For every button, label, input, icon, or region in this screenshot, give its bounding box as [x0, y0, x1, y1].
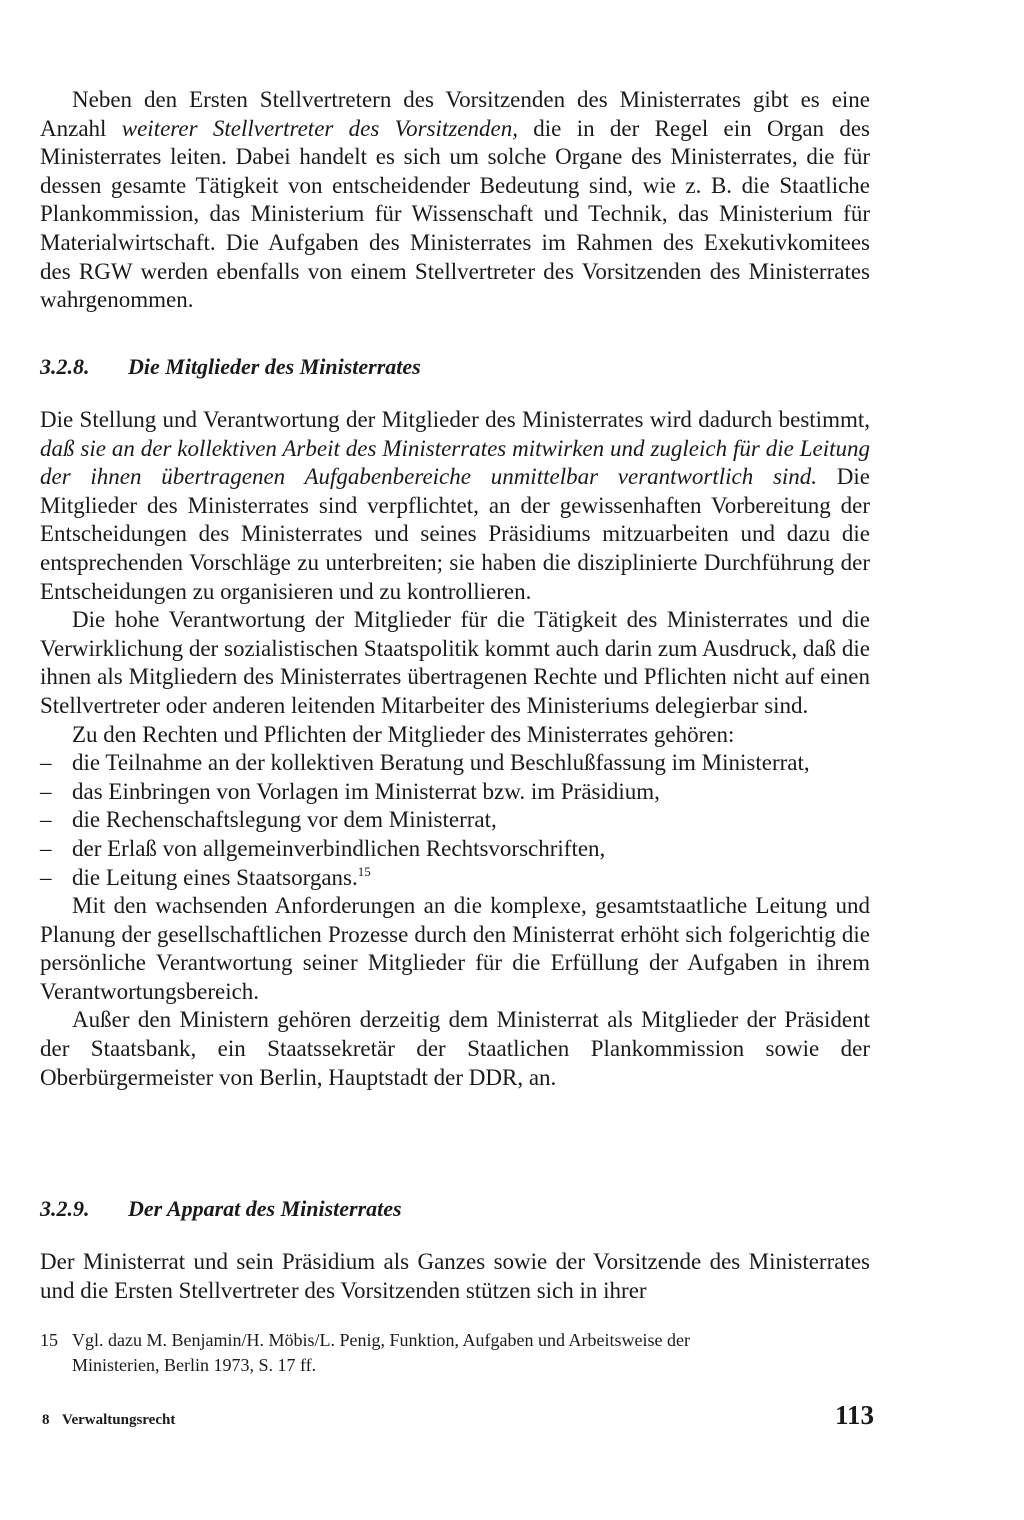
- rights-duties-list: [40, 749, 870, 892]
- list-item-text: die Teilnahme an der kollektiven Beratung und Beschlußfassung im Ministerrat,: [72, 750, 810, 776]
- s328-p1-text-b: Die Mitglieder des Ministerrates sind verpflichtet, an der gewissenhaften Vorbereitung der Entscheidungen des Ministerrates und seines Präsidiums mitzuarbeiten und dazu die entsprechenden Vorschläge zu unterbreiten; sie haben die disziplinierte Durchführung der Entscheidungen zu organisieren und zu kontrollieren.: [40, 464, 870, 604]
- list-item: [40, 835, 870, 864]
- intro-italic: weiterer Stellvertreter des Vorsitzenden,: [121, 115, 518, 141]
- section-number-328: 3.2.8.: [40, 354, 90, 379]
- list-item-text: die Leitung eines Staatsorgans.: [72, 864, 358, 890]
- section-heading-329: [40, 1196, 402, 1222]
- footnote-line-2: Ministerien, Berlin 1973, S. 17 ff.: [72, 1355, 317, 1375]
- footnote: [40, 1328, 870, 1378]
- list-item: [40, 749, 870, 778]
- section-329-body: [40, 1248, 870, 1305]
- section-328-body: [40, 406, 870, 1092]
- list-item: [40, 864, 870, 893]
- section-title-328: Die Mitglieder des Ministerrates: [128, 354, 421, 379]
- section-328-paragraph-3: Zu den Rechten und Pflichten der Mitglieder des Ministerrates gehören:: [72, 721, 735, 747]
- intro-text-b: die in der Regel ein Organ des Ministerrates leiten. Dabei handelt es sich um solche Organe des Ministerrates, die für dessen gesamte Tätigkeit von entscheidender Bedeutung sind, wie z. B. die Staatliche Plankommission, das Ministerium für Wissenschaft und Technik, das Ministerium für Materialwirtschaft. Die Aufgaben des Ministerrates im Rahmen des Exekutivkomitees des RGW werden ebenfalls von einem Stellvertreter des Vorsitzenden des Ministerrates wahrgenommen.: [40, 115, 871, 313]
- sheet-signature: 8: [42, 1412, 50, 1428]
- dash-marker: –: [40, 864, 52, 890]
- list-item-text: das Einbringen von Vorlagen im Ministerrat bzw. im Präsidium,: [72, 778, 660, 804]
- dash-marker: –: [40, 778, 52, 804]
- list-item-text: der Erlaß von allgemeinverbindlichen Rechtsvorschriften,: [72, 835, 606, 861]
- dash-marker: –: [40, 807, 52, 833]
- list-item-text: die Rechenschaftslegung vor dem Ministerrat,: [72, 807, 497, 833]
- section-328-paragraph-2: Die hohe Verantwortung der Mitglieder für die Tätigkeit des Ministerrates und die Verwirklichung der sozialistischen Staatspolitik kommt auch darin zum Ausdruck, daß die ihnen als Mitgliedern des Ministerrates übertragenen Rechte und Pflichten nicht auf einen Stellvertreter oder anderen leitenden Mitarbeiter des Ministeriums delegierbar sind.: [40, 607, 870, 718]
- footer-signature: [42, 1412, 175, 1429]
- footnote-line-1: Vgl. dazu M. Benjamin/H. Möbis/L. Penig, Funktion, Aufgaben und Arbeitsweise der: [72, 1330, 690, 1350]
- intro-paragraph: [40, 86, 870, 315]
- section-328-paragraph-5: Außer den Ministern gehören derzeitig dem Ministerrat als Mitglieder der Präsident der Staatsbank, ein Staatssekretär der Staatlichen Plankommission sowie der Oberbürgermeister von Berlin, Hauptstadt der DDR, an.: [40, 1007, 870, 1090]
- intro-text-a: Neben den Ersten Stellvertretern des Vorsitzenden des Ministerrates gibt es eine Anzahl: [40, 87, 870, 141]
- section-title-329: Der Apparat des Ministerrates: [128, 1196, 402, 1221]
- section-328-paragraph-4: Mit den wachsenden Anforderungen an die komplexe, gesamtstaatliche Leitung und Planung der gesellschaftlichen Prozesse durch den Ministerrat erhöht sich folgerichtig die persönliche Verantwortung seiner Mitglieder für die Erfüllung der Aufgaben in ihrem Verantwortungsbereich.: [40, 893, 870, 1004]
- s328-p1-text-a: Die Stellung und Verantwortung der Mitglieder des Ministerrates wird dadurch bestimmt,: [40, 407, 870, 432]
- dash-marker: –: [40, 835, 52, 861]
- book-title: Verwaltungsrecht: [62, 1412, 176, 1428]
- page-number: 113: [834, 1400, 874, 1430]
- section-328-paragraph-1: [40, 406, 870, 606]
- section-329-paragraph-1: Der Ministerrat und sein Präsidium als Ganzes sowie der Vorsitzende des Ministerrates und die Ersten Stellvertreter des Vorsitzenden stützen sich in ihrer: [40, 1249, 870, 1303]
- list-item: [40, 806, 870, 835]
- footnote-reference[interactable]: 15: [357, 863, 371, 879]
- dash-marker: –: [40, 750, 52, 776]
- s328-p1-italic: daß sie an der kollektiven Arbeit des Ministerrates mitwirken und zugleich für die Leitung der ihnen übertragenen Aufgabenbereiche unmittelbar verantwortlich sind.: [40, 435, 870, 490]
- section-number-329: 3.2.9.: [40, 1196, 90, 1221]
- section-heading-328: [40, 354, 421, 380]
- footnote-number: 15: [40, 1330, 58, 1350]
- intro-paragraph-block: [40, 86, 870, 315]
- list-item: [40, 778, 870, 807]
